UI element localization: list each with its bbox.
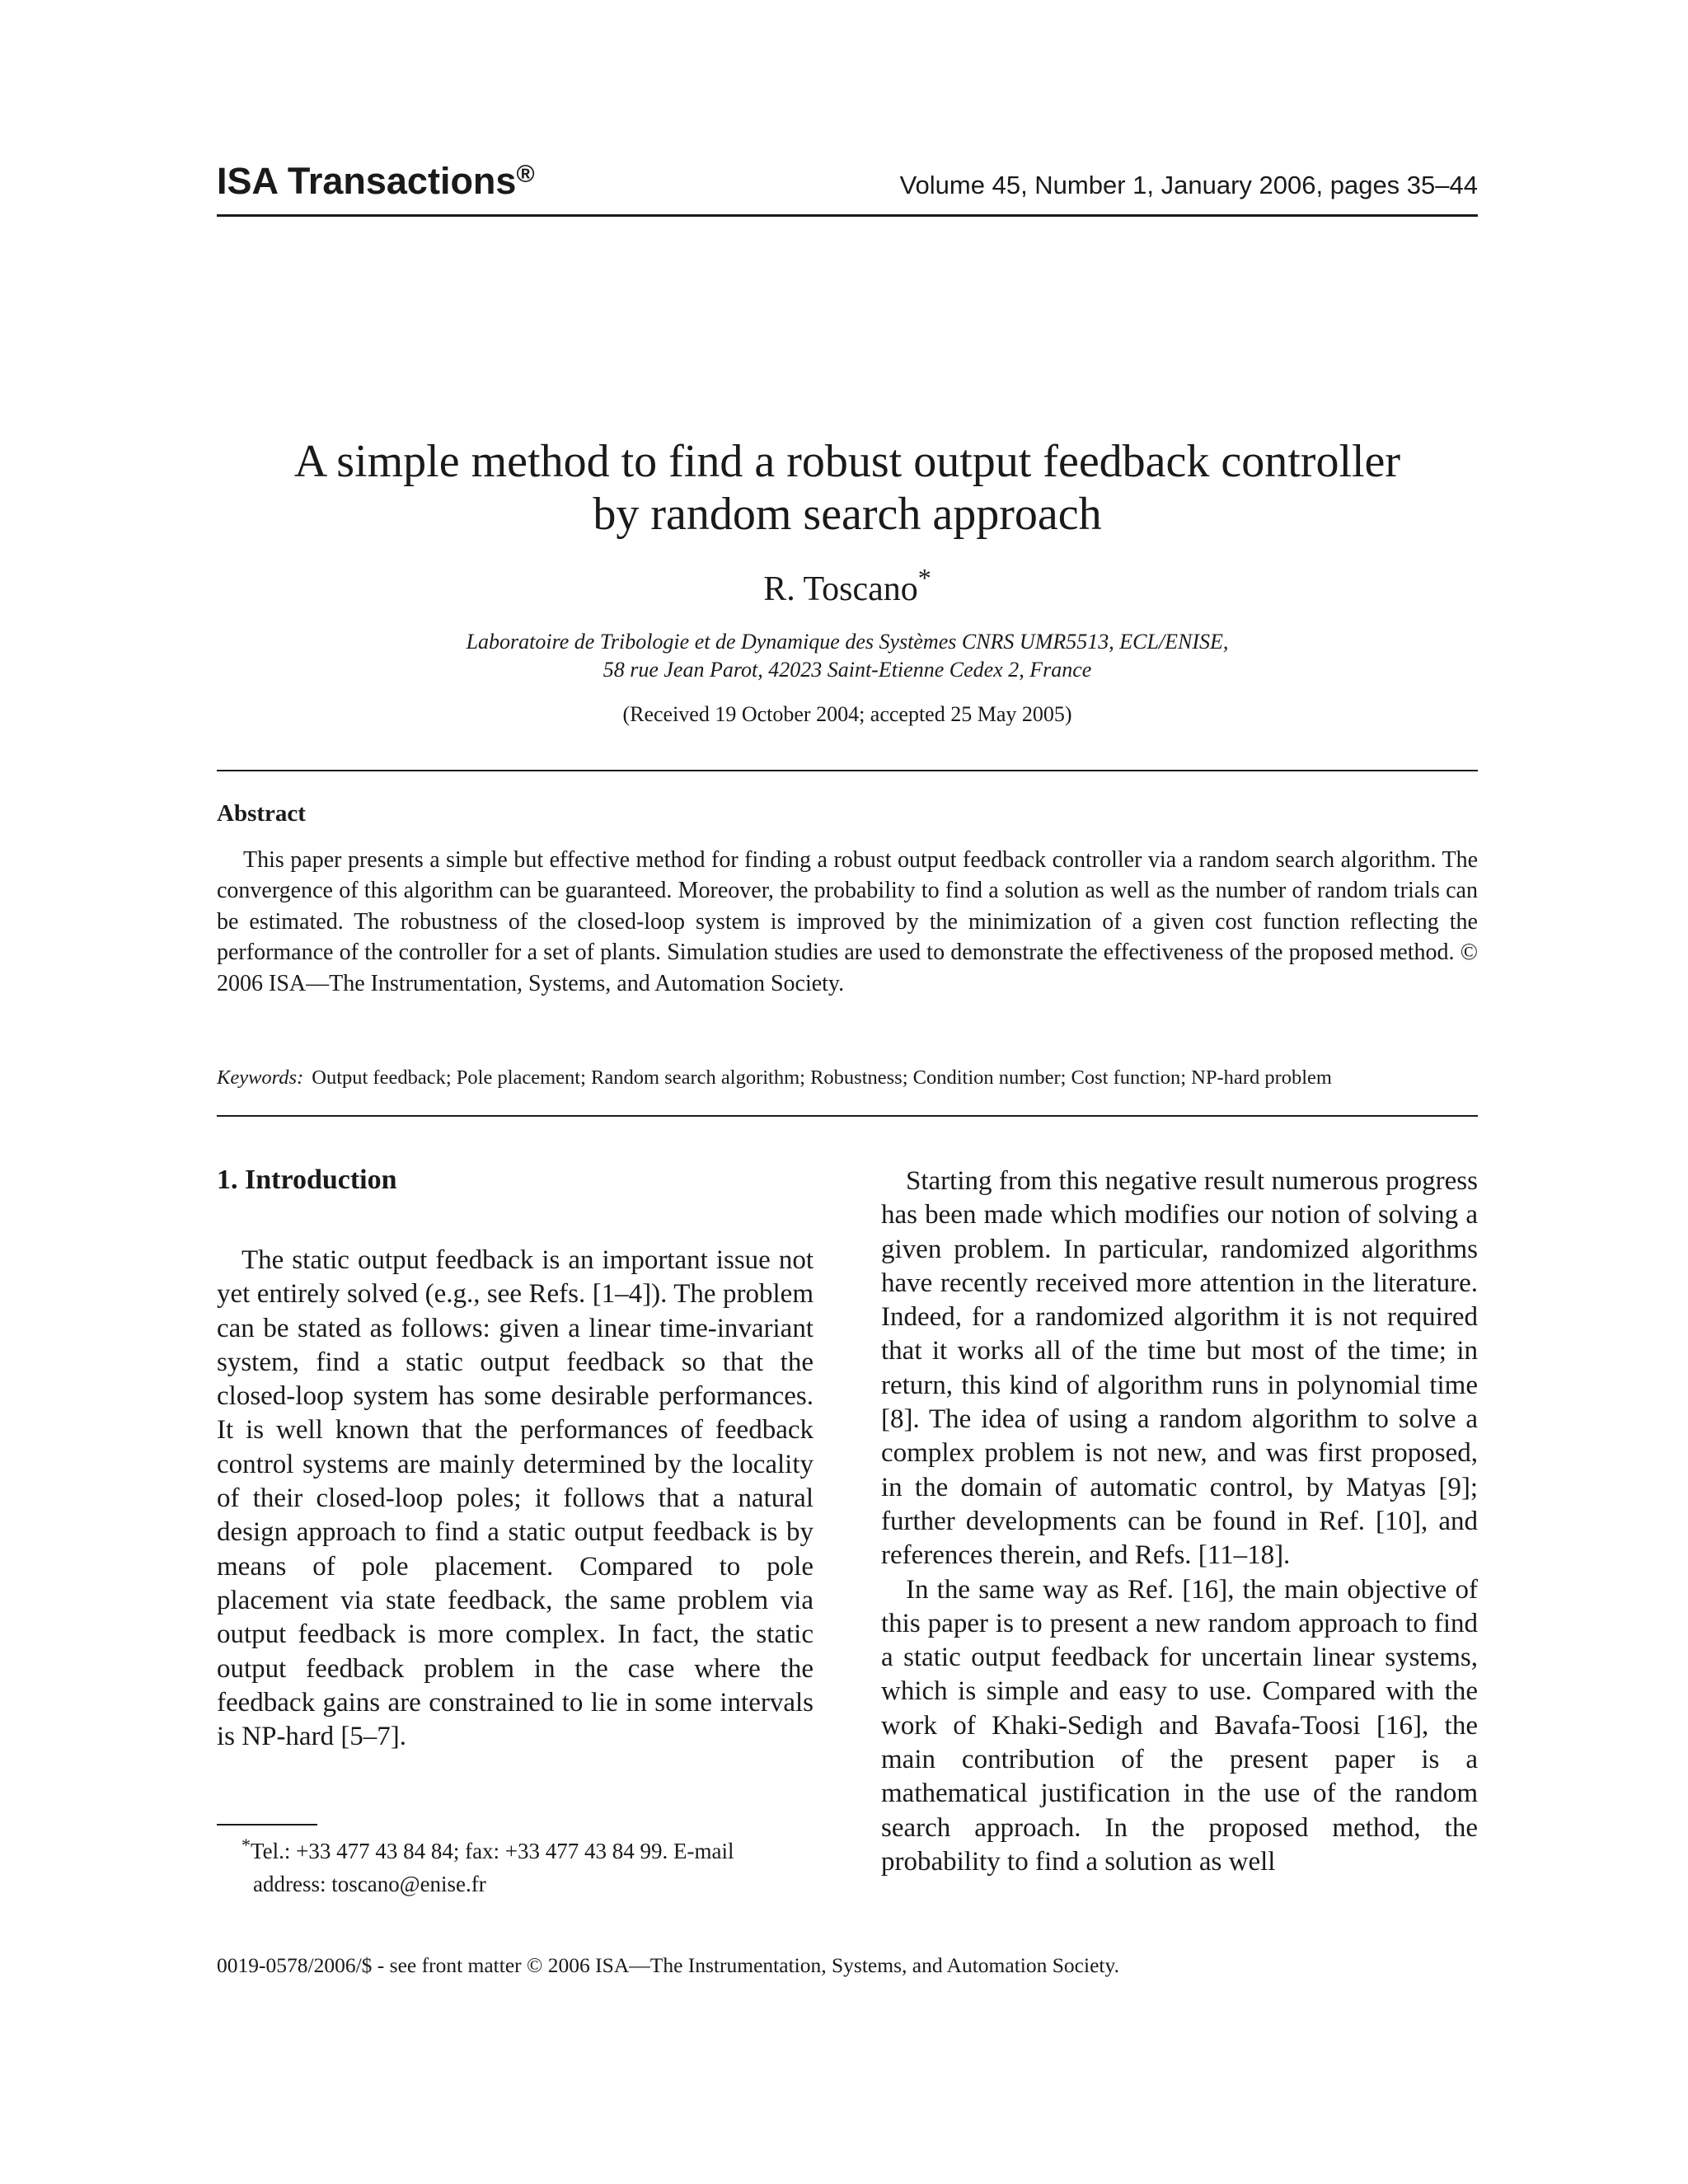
footnote-contact: Tel.: +33 477 43 84 84; fax: +33 477 43 84 99. E-mail	[251, 1839, 734, 1863]
journal-title: ISA Transactions	[217, 160, 517, 202]
journal-issue: Volume 45, Number 1, January 2006, pages 35–44	[899, 171, 1478, 199]
right-column	[881, 1165, 1478, 1879]
author	[217, 563, 1478, 610]
footnote-mark: *	[241, 1835, 251, 1855]
paragraph-1: The static output feedback is an important issue not yet entirely solved (e.g., see Refs. [1–4]). The problem can be stated as follows: given a linear time-invariant system, find a static output feedback so that the closed-loop system has some desirable performances. It is well known that the performances of feedback control systems are mainly determined by the locality of their closed-loop poles; it follows that a natural design approach to find a static output feedback is by means of pole placement. Compared to pole placement via state feedback, the same problem via output feedback is more complex. In fact, the static output feedback problem in the case where the feedback gains are constrained to lie in some intervals is NP-hard [5–7].	[217, 1245, 814, 1752]
left-column	[217, 1162, 814, 1754]
section-heading-introduction: 1. Introduction	[217, 1165, 397, 1195]
keywords-label: Keywords:	[217, 1066, 304, 1089]
abstract-body: This paper presents a simple but effective method for finding a robust output feedback controller via a random search algorithm. The convergence of this algorithm can be guaranteed. Moreover, the probability to find a solution as well as the number of random trials can be estimated. The robustness of the closed-loop system is improved by the minimization of a given cost function reflecting the performance of the controller for a set of plants. Simulation studies are used to demonstrate the effectiveness of the proposed method. © 2006 ISA—The Instrumentation, Systems, and Automation Society.	[217, 847, 1478, 996]
journal-name	[217, 157, 535, 206]
article-title-line-1: A simple method to find a robust output feedback controller	[293, 436, 1401, 487]
footnote-line-1	[217, 1835, 814, 1868]
abstract-heading: Abstract	[217, 800, 306, 827]
keywords	[217, 1065, 1478, 1091]
journal-header	[217, 157, 1478, 217]
abstract-top-rule	[217, 770, 1478, 771]
affiliation-line-2: 58 rue Jean Parot, 42023 Saint-Etienne Cedex 2, France	[603, 658, 1092, 682]
author-name: R. Toscano	[763, 570, 918, 608]
received-dates: (Received 19 October 2004; accepted 25 May 2005)	[622, 702, 1072, 726]
footnote-rule	[217, 1824, 317, 1825]
registered-mark: ®	[516, 161, 535, 188]
author-footnote	[217, 1835, 814, 1900]
article-title	[217, 435, 1478, 541]
affiliation-line-1: Laboratoire de Tribologie et de Dynamique des Systèmes CNRS UMR5513, ECL/ENISE,	[466, 630, 1229, 654]
keywords-text: Output feedback; Pole placement; Random search algorithm; Robustness; Condition number; Cost function; NP-hard problem	[312, 1066, 1332, 1089]
copyright-footer: 0019-0578/2006/$ - see front matter © 2006 ISA—The Instrumentation, Systems, and Automation Society.	[217, 1953, 1119, 1977]
article-title-line-2: by random search approach	[593, 489, 1102, 540]
affiliation	[217, 628, 1478, 684]
footnote-line-2: address: toscano@enise.fr	[253, 1872, 486, 1896]
abstract-bottom-rule	[217, 1115, 1478, 1117]
paragraph-2: Starting from this negative result numerous progress has been made which modifies our notion of solving a given problem. In particular, randomized algorithms have recently received more attention in the literature. Indeed, for a randomized algorithm it is not required that it works all of the time but most of the time; in return, this kind of algorithm runs in polynomial time [8]. The idea of using a random algorithm to solve a complex problem is not new, and was first proposed, in the domain of automatic control, by Matyas [9]; further developments can be found in Ref. [10], and references therein, and Refs. [11–18].	[881, 1166, 1478, 1571]
paragraph-3: In the same way as Ref. [16], the main objective of this paper is to present a new random approach to find a static output feedback for uncertain linear systems, which is simple and easy to use. Compared with the work of Khaki-Sedigh and Bavafa-Toosi [16], the main contribution of the present paper is a mathematical justification in the use of the random search approach. In the proposed method, the probability to find a solution as well	[881, 1574, 1478, 1877]
author-footnote-mark: *	[917, 563, 931, 593]
